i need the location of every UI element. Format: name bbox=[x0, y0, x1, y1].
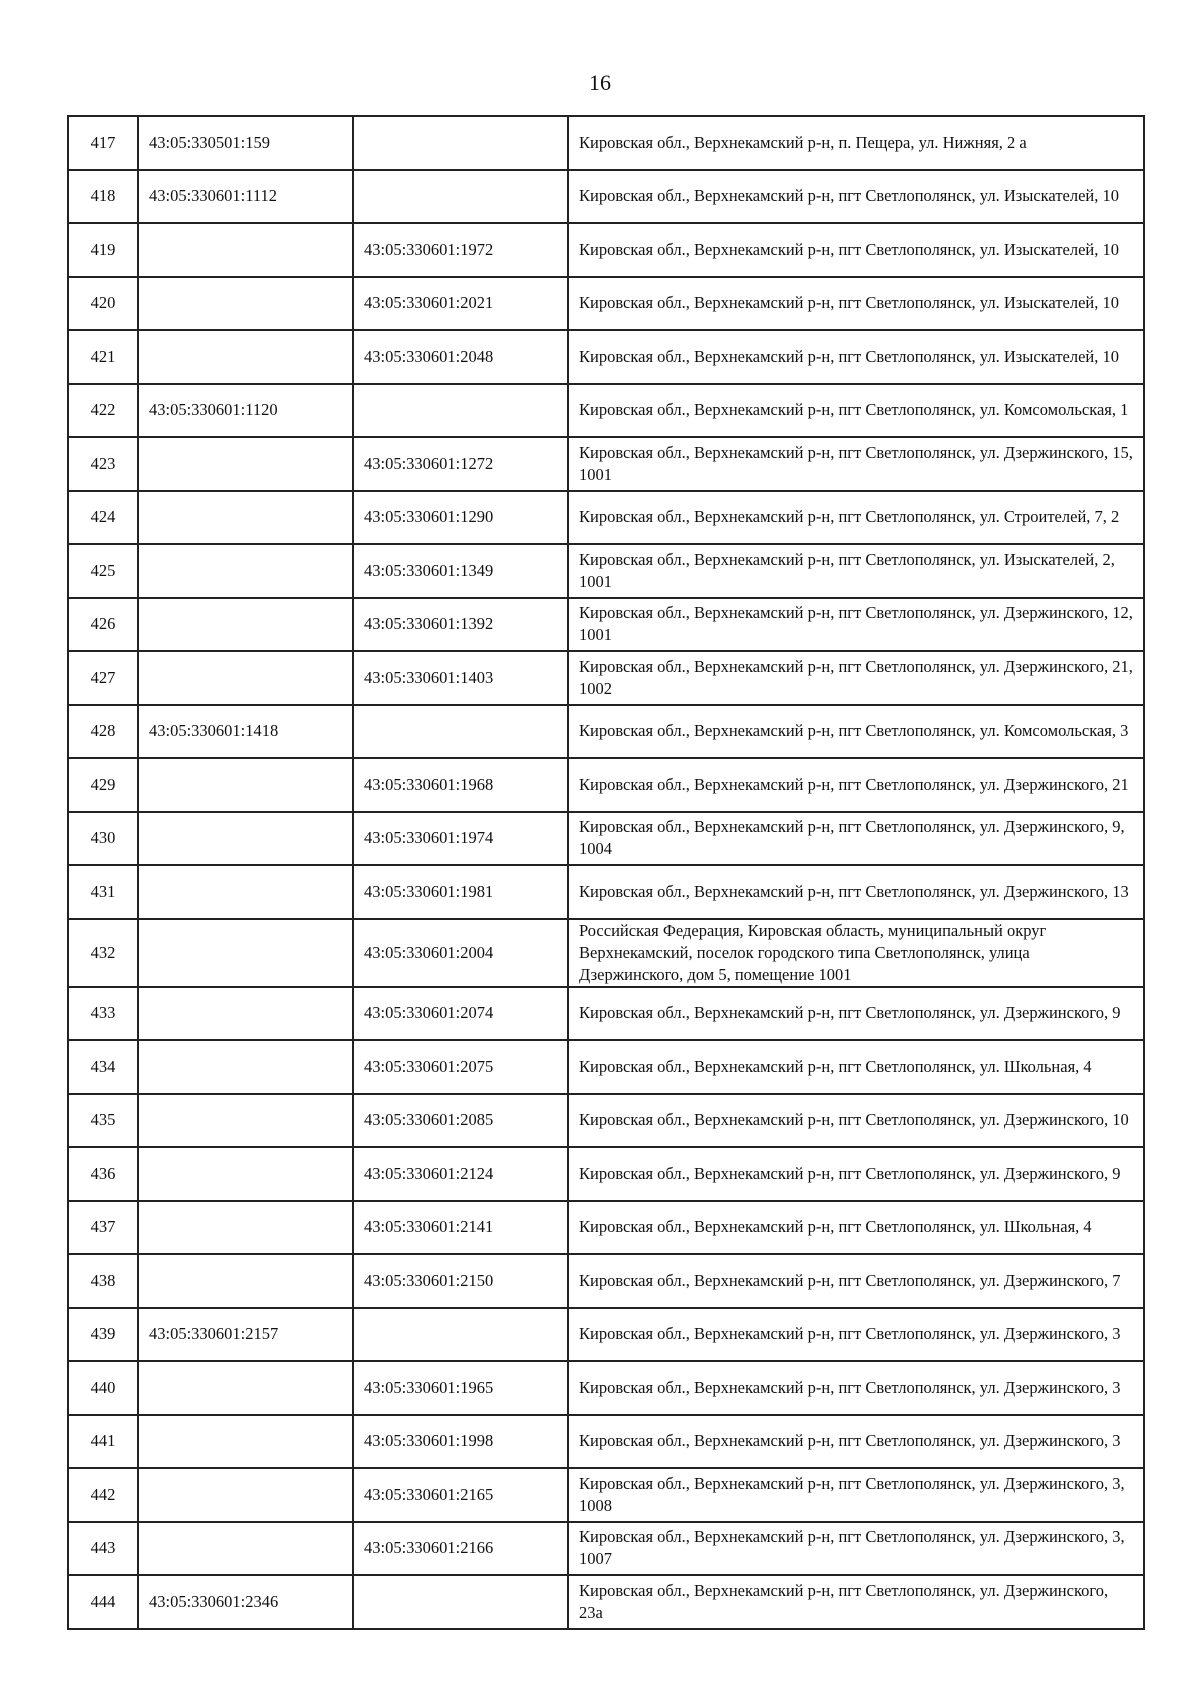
table-row bbox=[68, 1468, 1144, 1522]
object-cadastral-number bbox=[353, 116, 568, 170]
table-row bbox=[68, 491, 1144, 545]
row-number: 420 bbox=[68, 277, 138, 331]
address-cell: Кировская обл., Верхнекамский р-н, пгт Светлополянск, ул. Дзержинского, 9 bbox=[568, 987, 1144, 1041]
land-cadastral-number bbox=[138, 987, 353, 1041]
object-cadastral-number: 43:05:330601:1972 bbox=[353, 223, 568, 277]
table-row bbox=[68, 705, 1144, 759]
address-cell: Кировская обл., Верхнекамский р-н, пгт Светлополянск, ул. Дзержинского, 13 bbox=[568, 865, 1144, 919]
table-row bbox=[68, 1575, 1144, 1629]
page-number: 16 bbox=[589, 70, 611, 95]
land-cadastral-number bbox=[138, 1040, 353, 1094]
row-number: 428 bbox=[68, 705, 138, 759]
object-cadastral-number: 43:05:330601:2166 bbox=[353, 1522, 568, 1576]
object-cadastral-number: 43:05:330601:1349 bbox=[353, 544, 568, 598]
row-number: 427 bbox=[68, 651, 138, 705]
address-cell: Кировская обл., Верхнекамский р-н, пгт Светлополянск, ул. Изыскателей, 10 bbox=[568, 223, 1144, 277]
address-cell: Кировская обл., Верхнекамский р-н, пгт Светлополянск, ул. Дзержинского, 9 bbox=[568, 1147, 1144, 1201]
object-cadastral-number bbox=[353, 384, 568, 438]
object-cadastral-number bbox=[353, 170, 568, 224]
table-row bbox=[68, 1415, 1144, 1469]
address-cell: Российская Федерация, Кировская область, муниципальный округ Верхнекамский, поселок городского типа Светлополянск, улица Дзержинского, дом 5, помещение 1001 bbox=[568, 919, 1144, 987]
row-number: 423 bbox=[68, 437, 138, 491]
object-cadastral-number: 43:05:330601:1403 bbox=[353, 651, 568, 705]
land-cadastral-number bbox=[138, 1147, 353, 1201]
table-body bbox=[68, 116, 1144, 1629]
land-cadastral-number bbox=[138, 1522, 353, 1576]
object-cadastral-number bbox=[353, 1308, 568, 1362]
object-cadastral-number: 43:05:330601:1998 bbox=[353, 1415, 568, 1469]
object-cadastral-number bbox=[353, 1575, 568, 1629]
object-cadastral-number: 43:05:330601:1981 bbox=[353, 865, 568, 919]
table-row bbox=[68, 1522, 1144, 1576]
address-cell: Кировская обл., Верхнекамский р-н, пгт Светлополянск, ул. Школьная, 4 bbox=[568, 1201, 1144, 1255]
table-row bbox=[68, 170, 1144, 224]
land-cadastral-number: 43:05:330601:1112 bbox=[138, 170, 353, 224]
address-cell: Кировская обл., Верхнекамский р-н, пгт Светлополянск, ул. Дзержинского, 23а bbox=[568, 1575, 1144, 1629]
table-row bbox=[68, 812, 1144, 866]
address-cell: Кировская обл., Верхнекамский р-н, пгт Светлополянск, ул. Дзержинского, 9, 1004 bbox=[568, 812, 1144, 866]
land-cadastral-number bbox=[138, 598, 353, 652]
row-number: 434 bbox=[68, 1040, 138, 1094]
row-number: 430 bbox=[68, 812, 138, 866]
address-cell: Кировская обл., Верхнекамский р-н, пгт Светлополянск, ул. Изыскателей, 2, 1001 bbox=[568, 544, 1144, 598]
object-cadastral-number: 43:05:330601:1965 bbox=[353, 1361, 568, 1415]
object-cadastral-number: 43:05:330601:2004 bbox=[353, 919, 568, 987]
row-number: 438 bbox=[68, 1254, 138, 1308]
land-cadastral-number bbox=[138, 758, 353, 812]
address-cell: Кировская обл., Верхнекамский р-н, пгт Светлополянск, ул. Дзержинского, 21, 1002 bbox=[568, 651, 1144, 705]
object-cadastral-number: 43:05:330601:1968 bbox=[353, 758, 568, 812]
address-cell: Кировская обл., Верхнекамский р-н, пгт Светлополянск, ул. Дзержинского, 15, 1001 bbox=[568, 437, 1144, 491]
land-cadastral-number bbox=[138, 812, 353, 866]
row-number: 425 bbox=[68, 544, 138, 598]
land-cadastral-number bbox=[138, 330, 353, 384]
address-cell: Кировская обл., Верхнекамский р-н, пгт Светлополянск, ул. Дзержинского, 3, 1008 bbox=[568, 1468, 1144, 1522]
address-cell: Кировская обл., Верхнекамский р-н, пгт Светлополянск, ул. Дзержинского, 12, 1001 bbox=[568, 598, 1144, 652]
address-cell: Кировская обл., Верхнекамский р-н, пгт Светлополянск, ул. Дзержинского, 3 bbox=[568, 1415, 1144, 1469]
address-cell: Кировская обл., Верхнекамский р-н, пгт Светлополянск, ул. Дзержинского, 21 bbox=[568, 758, 1144, 812]
table-row bbox=[68, 384, 1144, 438]
row-number: 441 bbox=[68, 1415, 138, 1469]
object-cadastral-number: 43:05:330601:2074 bbox=[353, 987, 568, 1041]
land-cadastral-number bbox=[138, 1201, 353, 1255]
object-cadastral-number: 43:05:330601:1290 bbox=[353, 491, 568, 545]
land-cadastral-number bbox=[138, 277, 353, 331]
table-row bbox=[68, 865, 1144, 919]
row-number: 424 bbox=[68, 491, 138, 545]
row-number: 442 bbox=[68, 1468, 138, 1522]
land-cadastral-number bbox=[138, 223, 353, 277]
object-cadastral-number: 43:05:330601:1272 bbox=[353, 437, 568, 491]
row-number: 417 bbox=[68, 116, 138, 170]
table-row bbox=[68, 116, 1144, 170]
land-cadastral-number bbox=[138, 1254, 353, 1308]
land-cadastral-number: 43:05:330601:1120 bbox=[138, 384, 353, 438]
land-cadastral-number: 43:05:330601:1418 bbox=[138, 705, 353, 759]
table-row bbox=[68, 544, 1144, 598]
land-cadastral-number: 43:05:330601:2346 bbox=[138, 1575, 353, 1629]
address-cell: Кировская обл., Верхнекамский р-н, пгт Светлополянск, ул. Дзержинского, 10 bbox=[568, 1094, 1144, 1148]
land-cadastral-number bbox=[138, 1468, 353, 1522]
table-row bbox=[68, 223, 1144, 277]
table-row bbox=[68, 651, 1144, 705]
object-cadastral-number: 43:05:330601:2048 bbox=[353, 330, 568, 384]
row-number: 431 bbox=[68, 865, 138, 919]
address-cell: Кировская обл., Верхнекамский р-н, пгт Светлополянск, ул. Дзержинского, 3 bbox=[568, 1361, 1144, 1415]
address-cell: Кировская обл., Верхнекамский р-н, п. Пещера, ул. Нижняя, 2 а bbox=[568, 116, 1144, 170]
object-cadastral-number bbox=[353, 705, 568, 759]
address-cell: Кировская обл., Верхнекамский р-н, пгт Светлополянск, ул. Изыскателей, 10 bbox=[568, 277, 1144, 331]
object-cadastral-number: 43:05:330601:2075 bbox=[353, 1040, 568, 1094]
table-row bbox=[68, 598, 1144, 652]
object-cadastral-number: 43:05:330601:2085 bbox=[353, 1094, 568, 1148]
table-row bbox=[68, 1201, 1144, 1255]
table-row bbox=[68, 919, 1144, 987]
row-number: 435 bbox=[68, 1094, 138, 1148]
object-cadastral-number: 43:05:330601:1974 bbox=[353, 812, 568, 866]
address-cell: Кировская обл., Верхнекамский р-н, пгт Светлополянск, ул. Дзержинского, 7 bbox=[568, 1254, 1144, 1308]
land-cadastral-number bbox=[138, 651, 353, 705]
row-number: 421 bbox=[68, 330, 138, 384]
row-number: 429 bbox=[68, 758, 138, 812]
land-cadastral-number bbox=[138, 919, 353, 987]
table-row bbox=[68, 330, 1144, 384]
land-cadastral-number bbox=[138, 544, 353, 598]
row-number: 439 bbox=[68, 1308, 138, 1362]
address-cell: Кировская обл., Верхнекамский р-н, пгт Светлополянск, ул. Комсомольская, 1 bbox=[568, 384, 1144, 438]
row-number: 436 bbox=[68, 1147, 138, 1201]
table-row bbox=[68, 987, 1144, 1041]
land-cadastral-number bbox=[138, 1361, 353, 1415]
object-cadastral-number: 43:05:330601:2150 bbox=[353, 1254, 568, 1308]
object-cadastral-number: 43:05:330601:2165 bbox=[353, 1468, 568, 1522]
row-number: 426 bbox=[68, 598, 138, 652]
cadastral-table bbox=[67, 115, 1145, 1630]
table-row bbox=[68, 1254, 1144, 1308]
table-row bbox=[68, 1094, 1144, 1148]
object-cadastral-number: 43:05:330601:1392 bbox=[353, 598, 568, 652]
table-row bbox=[68, 1040, 1144, 1094]
row-number: 432 bbox=[68, 919, 138, 987]
object-cadastral-number: 43:05:330601:2124 bbox=[353, 1147, 568, 1201]
row-number: 444 bbox=[68, 1575, 138, 1629]
address-cell: Кировская обл., Верхнекамский р-н, пгт Светлополянск, ул. Изыскателей, 10 bbox=[568, 330, 1144, 384]
row-number: 418 bbox=[68, 170, 138, 224]
land-cadastral-number bbox=[138, 491, 353, 545]
address-cell: Кировская обл., Верхнекамский р-н, пгт Светлополянск, ул. Школьная, 4 bbox=[568, 1040, 1144, 1094]
object-cadastral-number: 43:05:330601:2021 bbox=[353, 277, 568, 331]
land-cadastral-number: 43:05:330601:2157 bbox=[138, 1308, 353, 1362]
land-cadastral-number bbox=[138, 865, 353, 919]
table-row bbox=[68, 1147, 1144, 1201]
land-cadastral-number bbox=[138, 1415, 353, 1469]
row-number: 422 bbox=[68, 384, 138, 438]
table-row bbox=[68, 758, 1144, 812]
table-row bbox=[68, 277, 1144, 331]
land-cadastral-number bbox=[138, 1094, 353, 1148]
row-number: 433 bbox=[68, 987, 138, 1041]
address-cell: Кировская обл., Верхнекамский р-н, пгт Светлополянск, ул. Дзержинского, 3 bbox=[568, 1308, 1144, 1362]
row-number: 437 bbox=[68, 1201, 138, 1255]
table-row bbox=[68, 1308, 1144, 1362]
row-number: 419 bbox=[68, 223, 138, 277]
address-cell: Кировская обл., Верхнекамский р-н, пгт Светлополянск, ул. Дзержинского, 3, 1007 bbox=[568, 1522, 1144, 1576]
land-cadastral-number bbox=[138, 437, 353, 491]
address-cell: Кировская обл., Верхнекамский р-н, пгт Светлополянск, ул. Строителей, 7, 2 bbox=[568, 491, 1144, 545]
object-cadastral-number: 43:05:330601:2141 bbox=[353, 1201, 568, 1255]
row-number: 443 bbox=[68, 1522, 138, 1576]
row-number: 440 bbox=[68, 1361, 138, 1415]
table-row bbox=[68, 1361, 1144, 1415]
address-cell: Кировская обл., Верхнекамский р-н, пгт Светлополянск, ул. Изыскателей, 10 bbox=[568, 170, 1144, 224]
land-cadastral-number: 43:05:330501:159 bbox=[138, 116, 353, 170]
table-row bbox=[68, 437, 1144, 491]
address-cell: Кировская обл., Верхнекамский р-н, пгт Светлополянск, ул. Комсомольская, 3 bbox=[568, 705, 1144, 759]
